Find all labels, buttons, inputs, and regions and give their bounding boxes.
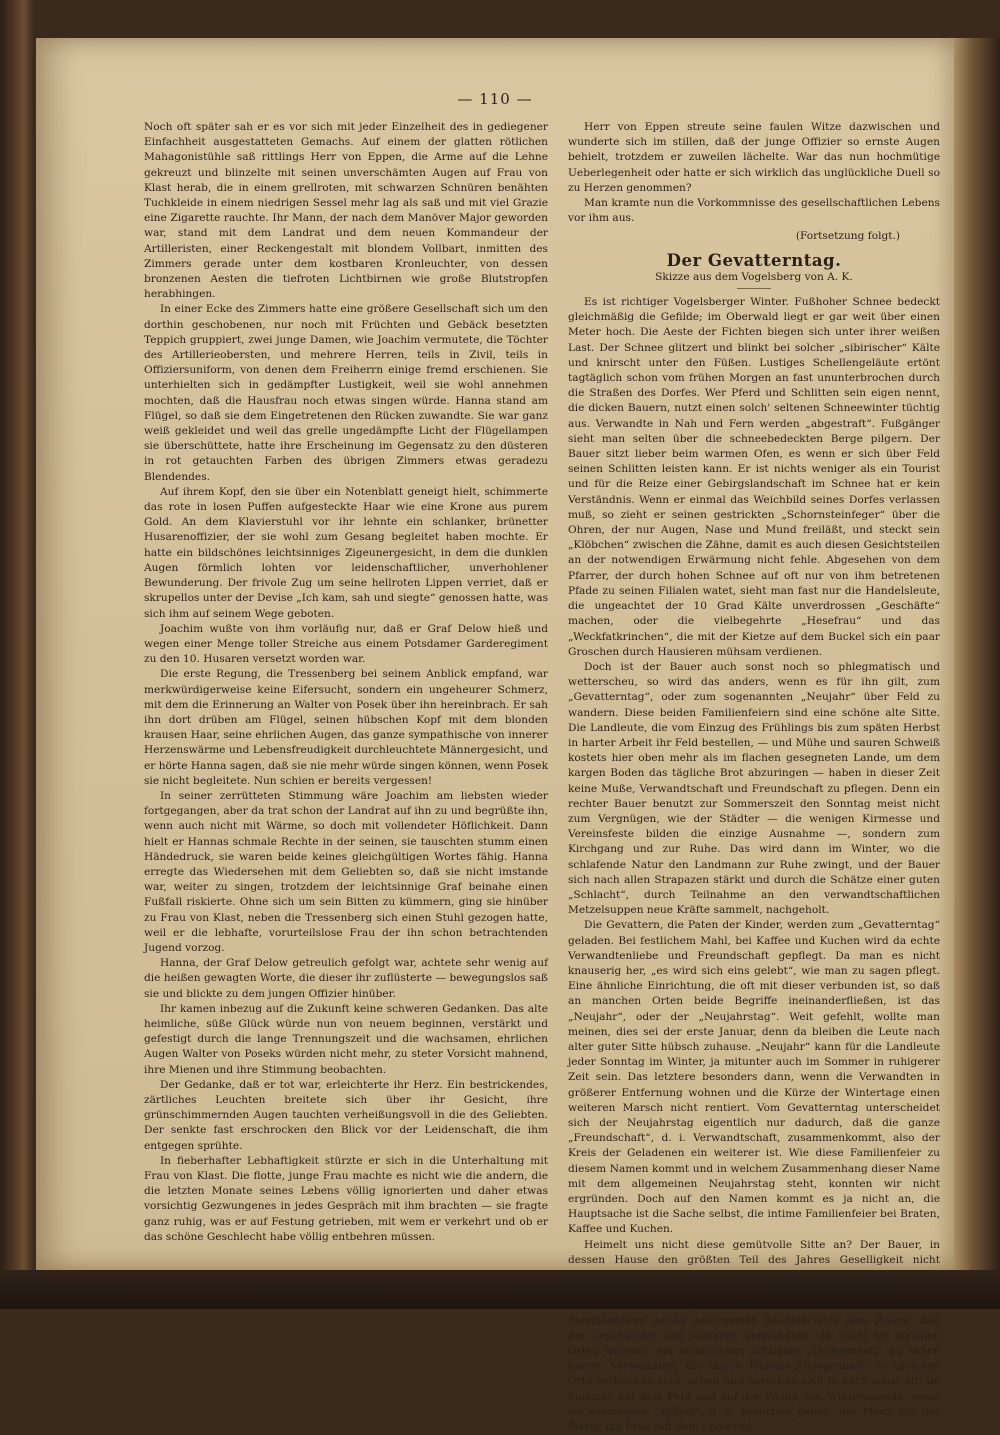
paragraph: Herr von Eppen streute seine faulen Witze dazwischen und wunderte sich im stillen, daß der junge Offizier so ernste Augen behielt, trotzdem er zuweilen lächelte. War das nun hochmütige Ueberlegenheit oder hatte er sich wirklich das unglückliche Duell so zu Herzen genommen?	[568, 121, 940, 194]
paragraph: In fieberhafter Lebhaftigkeit stürzte er sich in die Unterhaltung mit Frau von Klast. Die flotte, junge Frau machte es nicht wie die andern, die die letzten Monate seines Lebens völlig ignorierten und daher etwas vorsichtig Gezwungenes in jedes Gespräch mit ihm brachten — sie fragte ganz ruhig, was er auf Festung getrieben, mit wem er verkehrt und ob er das schöne Geschlecht habe völlig entbehren müssen.	[144, 1154, 548, 1243]
article-subtitle: Skizze aus dem Vogelsberg von A. K.	[655, 270, 853, 283]
right-column	[568, 120, 940, 1435]
paragraph: Hanna, der Graf Delow getreulich gefolgt war, achtete sehr wenig auf die heißen gewagten Worte, die dieser ihr zuflüsterte — bewegungslos saß sie und blickte zu dem jungen Offizier hinüber.	[144, 957, 548, 1000]
book-edge-bottom	[0, 1270, 1000, 1309]
article-title: Der Gevatterntag.	[666, 250, 842, 270]
paragraph: Man kramte nun die Vorkommnisse des gesellschaftlichen Lebens vor ihm aus.	[568, 197, 940, 225]
newspaper-page	[36, 38, 954, 1434]
paragraph: Die Gevattern, die Paten der Kinder, werden zum „Gevatterntag“ geladen. Bei festlichem Mahl, bei Kaffee und Kuchen wird da echte Verwandtenliebe und Freundschaft gepflegt. Da man es nicht knauserig her, „es wird sich eins gelebt“, wie man zu sagen pflegt. Eine ähnliche Einrichtung, die oft mit dieser verbunden ist, so daß an manchen Orten beide Begriffe ineinanderfließen, ist das „Neujahr“, oder der „Neujahrstag“. Weit gefehlt, wollte man meinen, dies sei der erste Januar, denn da bleiben die Leute nach alter guter Sitte hübsch zuhause. „Neujahr“ kann für die Landleute jeder Sonntag im Winter, ja mitunter auch im Sommer in ruhigerer Zeit sein. Das letztere besonders dann, wenn die Verwandten in größerer Entfernung wohnen und die Kürze der Wintertage einen weiteren Marsch nicht rentiert. Vom Gevatterntag unterscheidet sich der Neujahrstag eigentlich nur dadurch, daß die ganze „Freundschaft“, d. i. Verwandtschaft, zusammenkommt, also der Kreis der Geladenen ein weiterer ist. Wie diese Familienfeier zu diesem Namen kommt und in welchem Zusammenhang dieser Name mit dem allgemeinen Neujahrstag steht, konnten wir nicht ergründen. Doch auf den Namen kommt es ja nicht an, die Hauptsache ist die Sache selbst, die intime Familienfeier bei Braten, Kaffee und Kuchen.	[568, 919, 940, 1236]
paragraph: In seiner zerrütteten Stimmung wäre Joachim am liebsten wieder fortgegangen, aber da trat schon der Landrat auf ihn zu und begrüßte ihn, wenn auch nicht mit Wärme, so doch mit vollendeter Höflichkeit. Dann hielt er Hannas schmale Rechte in der seinen, sie tauschten stumm einen Händedruck, sie waren beide keines gleichgültigen Wortes fähig. Hanna erregte das Wiedersehen mit dem Geliebten so, daß sie nicht imstande war, weiter zu singen, trotzdem der leichtsinnige Graf beinahe einen Fußfall riskierte. Ohne sich um sein Bitten zu kümmern, ging sie hinüber zu Frau von Klast, neben die Tressenberg sich einen Stuhl gezogen hatte, weil er die lebhafte, vorurteilslose Frau der ihn schon betrachtenden Jugend vorzog.	[144, 789, 548, 954]
paragraph: Es ist richtiger Vogelsberger Winter. Fußhoher Schnee bedeckt gleichmäßig die Gefilde; im Oberwald liegt er gar weit über einen Meter hoch. Die Aeste der Fichten biegen sich unter ihrer weißen Last. Der Schnee glitzert und blinkt bei solcher „sibirischer“ Kälte und knirscht unter den Füßen. Lustiges Schellengeläute ertönt tagtäglich schon vom frühen Morgen an fast ununterbrochen durch die Straßen des Dorfes. Wer Pferd und Schlitten sein eigen nennt, die dicken Bauern, nutzt einen solch' seltenen Schneewinter tüchtig aus. Verwandte in Nah und Fern werden „abgestraft“. Fußgänger sieht man selten über die schneebedeckten Berge pilgern. Der Bauer sitzt lieber beim warmen Ofen, es wenn er sich über Feld seinen Schlitten leisten kann. Er ist nichts weniger als ein Tourist und für die Reize einer Gebirgslandschaft im Schnee hat er kein Verständnis. Wenn er einmal das Weichbild seines Dorfes verlassen muß, so zieht er seinen gestrickten „Schornsteinfeger“ über die Ohren, der nur Augen, Nase und Mund freiläßt, und steckt sein „Klöbchen“ zwischen die Zähne, damit es auch diesen Gesichtsteilen an der notwendigen Erwärmung nicht fehle. Abgesehen von dem Pfarrer, der durch hohen Schnee auf oft nur von ihm betretenen Pfade zu seinen Filialen watet, sieht man fast nur die Handelsleute, die ungeachtet der 10 Grad Kälte unverdrossen „Geschäfte“ machen, oder die vielbegehrte „Hesefrau“ und das „Weckfatkrinchen“, die mit der Kietze auf dem Buckel sich ein paar Groschen durch Hausieren mühsam verdienen.	[568, 296, 940, 658]
paragraph: Auf ihrem Kopf, den sie über ein Notenblatt geneigt hielt, schimmerte das rote in losen Puffen aufgesteckte Haar wie eine Krone aus purem Gold. An dem Klavierstuhl vor ihr lehnte ein schlanker, brünetter Husarenoffizier, der sie wohl zum Gesang begleitet haben mochte. Er hatte ein bildschönes leichtsinniges Zigeunergesicht, in dem die dunklen Augen förmlich lohten vor leidenschaftlicher, unverhohlener Bewunderung. Der frivole Zug um seine hellroten Lippen verriet, daß er skrupellos unter der Devise „Ich kam, sah und siegte“ genossen hatte, was sich ihm auf seinem Wege geboten.	[144, 485, 548, 620]
paragraph: Die erste Regung, die Tressenberg bei seinem Anblick empfand, war merkwürdigerweise keine Eifersucht, sondern ein ungeheurer Schmerz, mit dem die Erinnerung an Walter von Posek über ihn hereinbrach. Er sah ihn dort drüben am Flügel, seinen hübschen Kopf mit dem blonden krausen Haar, seine ehrlichen Augen, das ganze sympathische von innerer Herzenswärme und Lebensfreudigkeit durchleuchtete Männergesicht, und er hörte Hanna sagen, daß sie nie mehr würde singen können, wenn Posek sie nicht begleitete. Nun schien er bereits vergessen!	[144, 668, 548, 787]
continuation-note: (Fortsetzung folgt.)	[795, 230, 900, 243]
left-column	[144, 120, 548, 1245]
paragraph: Doch ist der Bauer auch sonst noch so phlegmatisch und wetterscheu, so wird das anders, wenn es für ihn gilt, zum „Gevatterntag“, oder zum sogenannten „Neujahr“ über Feld zu wandern. Diese beiden Familienfeiern sind eine schöne alte Sitte. Die Landleute, die vom Einzug des Frühlings bis zum späten Herbst in harter Arbeit ihr Feld bestellen, — und Mühe und sauren Schweiß kostets hier oben mehr als im flachen gesegneten Lande, um dem kargen Boden das tägliche Brot abzuringen — haben in dieser Zeit keine Muße, Verwandtschaft und Freundschaft zu pflegen. Denn ein rechter Bauer benutzt zur Sommerszeit den Sonntag meist nicht zum Vergnügen, wie der Städter — die wenigen Kirmesse und Vereinsfeste bilden die einzige Ausnahme —, sondern zum Kirchgang und zur Ruhe. Das wird dann im Winter, wo die schlafende Natur den Landmann zur Ruhe zwingt, und der Bauer sich nach allen Strapazen stärkt und durch die Schätze einer guten „Schlacht“, durch Teilnahme an den verwandtschaftlichen Metzelsuppen neue Kräfte sammelt, nachgeholt.	[568, 660, 940, 917]
paragraph: Der Gedanke, daß er tot war, erleichterte ihr Herz. Ein bestrickendes, zärtliches Leuchten breitete sich über ihr Gesicht, ihre grünschimmernden Augen tauchten verheißungsvoll in die des Geliebten. Der senkte fast erschrocken den Blick vor der Leidenschaft, die ihm entgegen sprühte.	[144, 1078, 548, 1152]
paragraph: Joachim wußte von ihm vorläufig nur, daß er Graf Delow hieß und wegen einer Menge toller Streiche aus einem Potsdamer Garderegiment zu den 10. Husaren versetzt worden war.	[144, 622, 548, 666]
paragraph: Ihr kamen inbezug auf die Zukunft keine schweren Gedanken. Das alte heimliche, süße Glück würde nun von neuem beginnen, verstärkt und gefestigt durch die lange Trennungszeit und die wachsamen, ehrlichen Augen Walter von Poseks würden nicht mehr, zu steter Vorsicht mahnend, ihre Mienen und ihre Stimmung beobachten.	[144, 1002, 548, 1076]
divider	[737, 288, 771, 289]
paragraph: Noch oft später sah er es vor sich mit jeder Einzelheit des in gediegener Einfachheit ausgestatteten Gemachs. Auf einem der glatten rötlichen Mahagonistühle saß rittlings Herr von Eppen, die Arme auf die Lehne gekreuzt und blinzelte mit seinen unverschämten Augen auf Frau von Klast herab, die in einem grellroten, mit schwarzen Schnüren benähten Tuchkleide in einem niedrigen Sessel mehr lag als saß und mit viel Grazie eine Zigarette rauchte. Ihr Mann, der nach dem Manöver Major geworden war, stand mit dem Landrat und dem neuen Kommandeur der Artilleristen, einer Reckengestalt mit blondem Vollbart, inmitten des Zimmers gerade unter dem kostbaren Kronleuchter, von dessen bronzenen Aesten die tiefroten Lichtbirnen wie große Blutstropfen herabhingen.	[144, 121, 548, 301]
page-number: — 110 —	[457, 90, 533, 108]
paragraph: Heimelt uns nicht diese gemütvolle Sitte an? Der Bauer, in dessen Hause den größten Teil des Jahres Geselligkeit nicht Familienfeiern gelten naturgemäß hauptsächlich dem Zweck, daß die Geschwister und weiteren Verwandten, die nicht im gleichen Orten wohnen, ein alljährliches offizielles „Gelegenheit“ im sehen feiern. Verwandten, die durch Heirats-„Gelegenheit“ in gleichen Orte verblieben sind, sehen und sprechen sich ja auch sonst oft, im Sommer auf dem Feld und auf der Weide, am Winterabende, wenn sie zueinander „spillen“, d. h. besuchen gehen, der Mann mit der Pfeife, die Frau mit dem Spinnrad.	[568, 1238, 940, 1434]
paragraph: In einer Ecke des Zimmers hatte eine größere Gesellschaft sich um den dorthin geschobenen, nur noch mit Früchten und Gebäck besetzten Teppich gruppiert, zwei junge Damen, wie Joachim vermutete, die Töchter des Artillerieobersten, und mehrere Herren, teils in Zivil, teils in Offiziersuniform, von denen dem Freiherrn einige fremd erschienen. Sie unterhielten sich in gedämpfter Lustigkeit, weil sie wohl annehmen mochten, daß die Hausfrau noch etwas singen würde. Hanna stand am Flügel, so daß sie dem Eingetretenen den Rücken zuwandte. Sie war ganz weiß gekleidet und weil das grelle ungedämpfte Licht der Flügellampen sie überschüttete, hatte ihre Erscheinung im Gegensatz zu den düsteren in rot getauchten Farben des übrigen Zimmers etwas geradezu Blendendes.	[144, 303, 548, 483]
book-edge-right	[954, 38, 1000, 1270]
